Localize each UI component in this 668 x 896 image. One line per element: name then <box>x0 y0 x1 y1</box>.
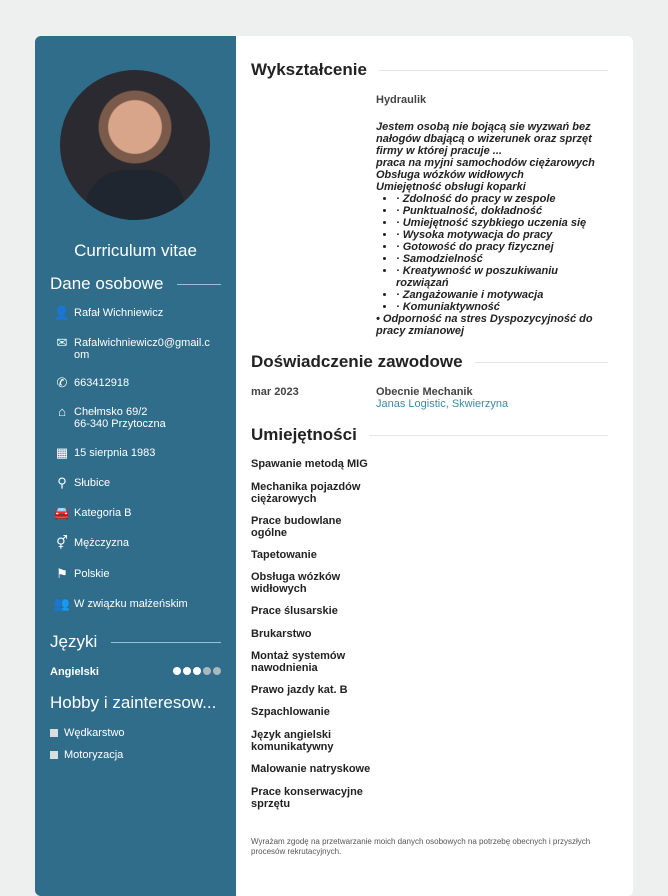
personal-item <box>50 406 214 430</box>
skills-heading-text: Umiejętności <box>251 425 357 444</box>
education-after: • Odporność na stres Dyspozycyjność do pracy zmianowej <box>376 313 593 337</box>
divider <box>369 435 608 436</box>
flag-icon: ⚑ <box>56 566 68 581</box>
envelope-icon: ✉ <box>56 335 68 350</box>
level-dot <box>203 667 211 675</box>
personal-item <box>50 568 214 580</box>
home-icon: ⌂ <box>58 404 66 419</box>
personal-item <box>50 598 214 610</box>
experience-position: Obecnie Mechanik <box>376 386 473 398</box>
experience-company: Janas Logistic, Skwierzyna <box>376 398 509 410</box>
sidebar <box>35 36 236 896</box>
hobby-text: Motoryzacja <box>64 749 124 761</box>
square-bullet-icon <box>50 751 58 759</box>
hobby-heading-text: Hobby i zainteresow... <box>50 693 217 712</box>
education-line: Obsługa wózków widłowych <box>376 169 524 181</box>
education-title: Hydraulik <box>376 94 427 106</box>
skill-item: Obsługa wózków widłowych <box>251 571 341 595</box>
skill-item: Montaż systemów nawodnienia <box>251 650 346 674</box>
education-line: Umiejętność obsługi koparki <box>376 181 526 193</box>
hobby-text: Wędkarstwo <box>64 727 125 739</box>
education-bullet: • · Zangażowanie i motywacja <box>396 289 608 301</box>
experience-date: mar 2023 <box>251 386 299 398</box>
consent-clause: Wyrażam zgodę na przetwarzanie moich danych osobowych na potrzebę obecnych i przyszłych procesów rekrutacyjnych. <box>251 837 591 856</box>
gender-icon: ⚥ <box>56 535 68 550</box>
skill-item: Mechanika pojazdów ciężarowych <box>251 481 361 505</box>
personal-item <box>50 447 214 459</box>
hobby-item <box>50 749 123 761</box>
personal-text: 15 sierpnia 1983 <box>74 447 156 459</box>
language-name: Angielski <box>50 666 99 678</box>
personal-text: Rafalwichniewicz0@gmail.com <box>74 337 210 361</box>
skill-item: Brukarstwo <box>251 628 312 640</box>
education-description <box>376 121 608 337</box>
personal-text: Polskie <box>74 568 110 580</box>
education-line: praca na myjni samochodów ciężarowych <box>376 157 595 169</box>
personal-heading-text: Dane osobowe <box>50 274 164 293</box>
personal-text: Kategoria B <box>74 507 132 519</box>
level-dot <box>183 667 191 675</box>
divider <box>177 284 221 285</box>
skill-item: Prawo jazdy kat. B <box>251 684 348 696</box>
personal-text: 663412918 <box>74 377 130 389</box>
education-bullet: • · Komuniaktywność <box>396 301 608 313</box>
hobby-heading <box>50 693 221 713</box>
language-level <box>171 666 221 678</box>
education-bullet: • · Samodzielność <box>396 253 608 265</box>
personal-text: Słubice <box>74 477 111 489</box>
level-dot <box>173 667 181 675</box>
skill-item: Prace ślusarskie <box>251 605 338 617</box>
car-icon: 🚘 <box>53 505 71 520</box>
phone-icon: ✆ <box>56 375 68 390</box>
cv-page <box>35 36 633 896</box>
level-dot <box>193 667 201 675</box>
education-bullet: • · Kreatywność w poszukiwaniu rozwiązań <box>396 265 608 289</box>
skill-item: Malowanie natryskowe <box>251 763 371 775</box>
user-icon: 👤 <box>53 305 71 320</box>
education-bullet: • · Wysoka motywacja do pracy <box>396 229 608 241</box>
skill-item: Spawanie metodą MIG <box>251 458 368 470</box>
experience-entry <box>376 386 508 410</box>
skill-item: Język angielski komunikatywny <box>251 729 334 753</box>
square-bullet-icon <box>50 729 58 737</box>
personal-text: Rafał Wichniewicz <box>74 307 164 319</box>
education-bullet: • · Zdolność do pracy w zespole <box>396 193 608 205</box>
location-pin-icon: ⚲ <box>57 475 67 490</box>
skills-heading <box>251 425 608 445</box>
languages-heading <box>50 632 221 652</box>
divider <box>475 362 608 363</box>
personal-text: Mężczyzna <box>74 537 130 549</box>
personal-text: W związku małżeńskim <box>74 598 188 610</box>
personal-item <box>50 337 214 361</box>
education-heading <box>251 60 608 80</box>
education-heading-text: Wykształcenie <box>251 60 367 79</box>
skill-item: Szpachlowanie <box>251 706 330 718</box>
personal-item <box>50 507 214 519</box>
experience-heading-text: Doświadczenie zawodowe <box>251 352 463 371</box>
profile-photo <box>60 70 210 220</box>
education-bullet: • · Punktualność, dokładność <box>396 205 608 217</box>
personal-item <box>50 307 214 319</box>
skill-item: Tapetowanie <box>251 549 317 561</box>
education-line: Jestem osobą nie bojącą sie wyzwań bez nałogów dbającą o wizerunek oraz sprzęt firmy w której pracuje ... <box>376 121 592 157</box>
experience-heading <box>251 352 608 372</box>
divider <box>379 70 608 71</box>
languages-heading-text: Języki <box>50 632 98 651</box>
divider <box>111 642 221 643</box>
cv-title: Curriculum vitae <box>74 241 197 260</box>
personal-heading <box>50 274 221 294</box>
hobby-item <box>50 727 125 739</box>
skill-item: Prace konserwacyjne sprzętu <box>251 786 363 810</box>
language-item <box>50 666 221 678</box>
education-bullet: • · Umiejętność szybkiego uczenia się <box>396 217 608 229</box>
education-bullet: • · Gotowość do pracy fizycznej <box>396 241 608 253</box>
personal-text: Chełmsko 69/2 66-340 Przytoczna <box>74 406 166 430</box>
personal-item <box>50 537 214 549</box>
level-dot <box>213 667 221 675</box>
personal-item <box>50 477 214 489</box>
skill-item: Prace budowlane ogólne <box>251 515 342 539</box>
personal-item <box>50 377 214 389</box>
calendar-icon: ▦ <box>55 445 69 460</box>
users-icon: 👥 <box>53 596 71 611</box>
